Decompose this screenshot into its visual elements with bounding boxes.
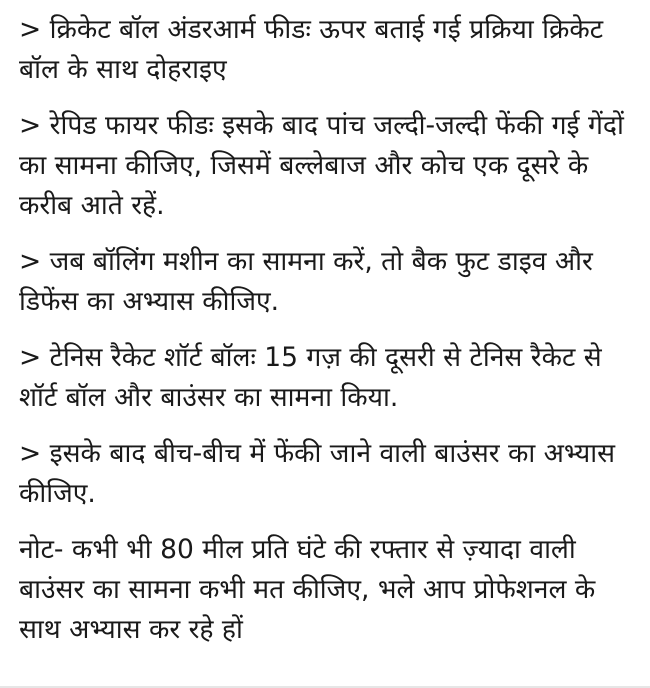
paragraph-rapid-fire-feed: > रेपिड फायर फीडः इसके बाद पांच जल्दी-जल्दी फेंकी गई गेंदों का सामना कीजिए, जिसमें बल्लेबाज और कोच एक दूसरे के करीब आते रहें. [19, 110, 624, 221]
paragraph-underarm-feed: > क्रिकेट बॉल अंडरआर्म फीडः ऊपर बताई गई प्रक्रिया क्रिकेट बॉल के साथ दोहराइए [19, 14, 604, 85]
paragraph-tennis-racket-short-ball: > टेनिस रैकेट शॉर्ट बॉलः 15 गज़ की दूसरी से टेनिस रैकेट से शॉर्ट बॉल और बाउंसर का सामना किया. [19, 342, 602, 413]
paragraph-bouncer-practice: > इसके बाद बीच-बीच में फेंकी जाने वाली बाउंसर का अभ्यास कीजिए. [19, 438, 616, 509]
paragraph-bowling-machine: > जब बॉलिंग मशीन का सामना करें, तो बैक फुट डाइव और डिफेंस का अभ्यास कीजिए. [19, 246, 593, 317]
paragraph-note: नोट- कभी भी 80 मील प्रति घंटे की रफ्तार से ज़्यादा वाली बाउंसर का सामना कभी मत कीजिए, भले आप प्रोफेशनल के साथ अभ्यास कर रहे हों [19, 534, 596, 645]
